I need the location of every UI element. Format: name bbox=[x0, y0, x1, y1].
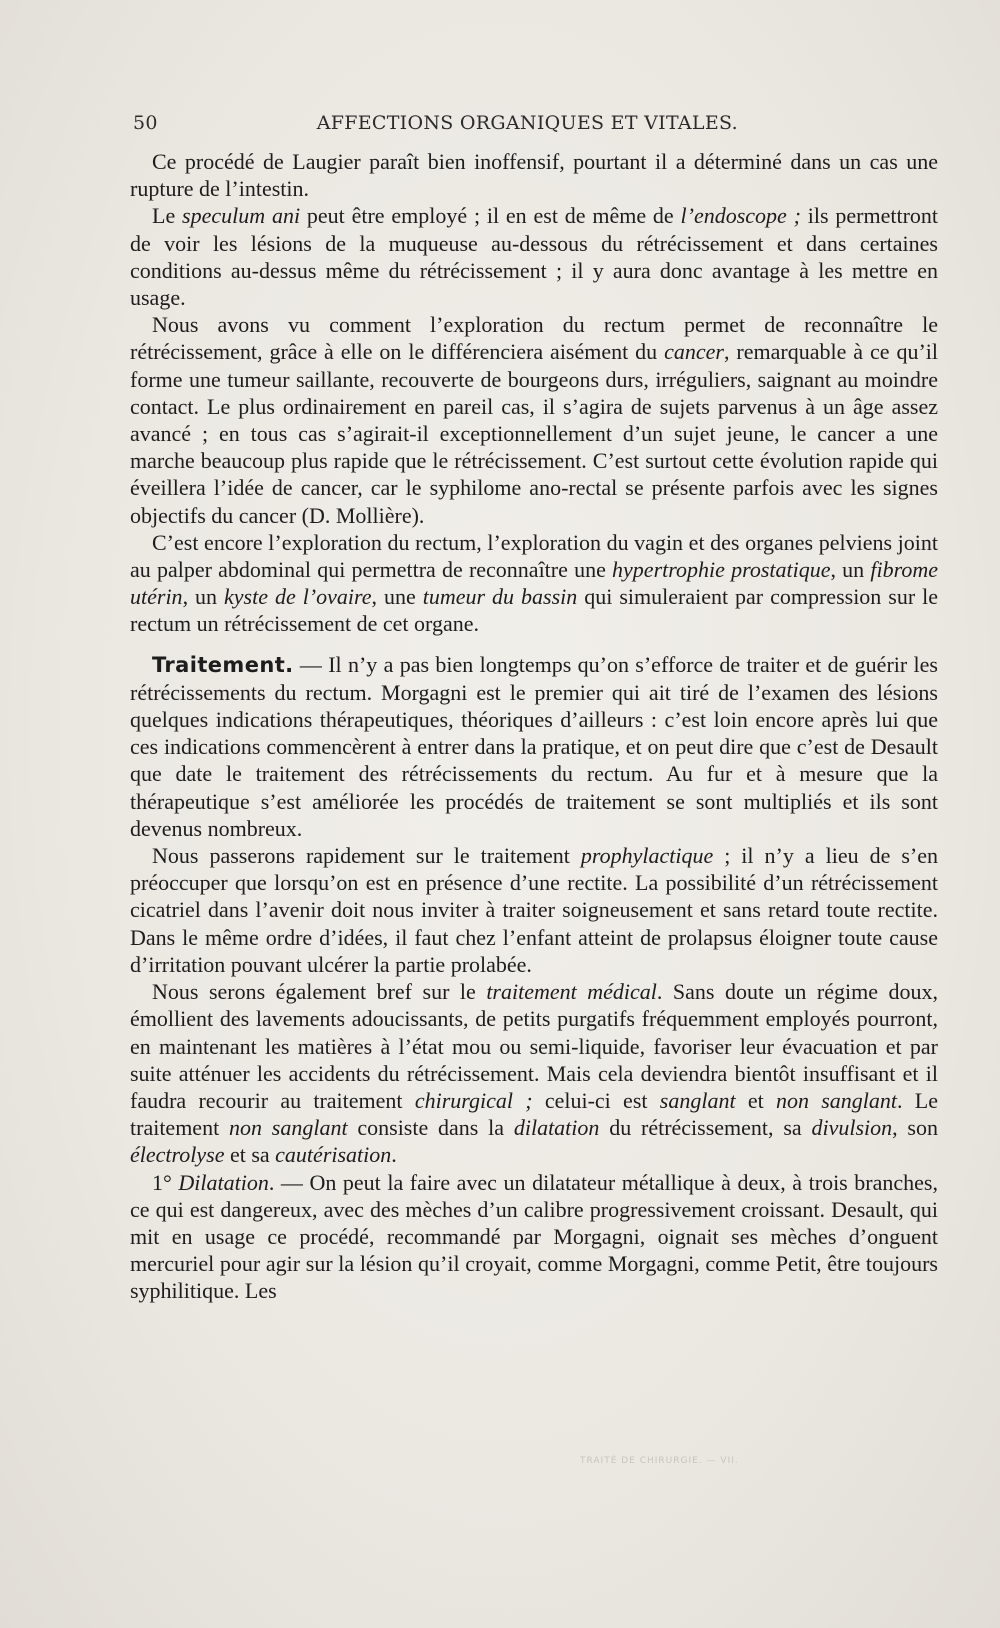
italic-term: non sanglant bbox=[228, 1115, 348, 1141]
signature-mark: TRAITÉ DE CHIRURGIE. — VII. bbox=[580, 1456, 739, 1466]
running-title: AFFECTIONS ORGANIQUES ET VITALES. bbox=[316, 112, 738, 134]
italic-term: électrolyse bbox=[130, 1142, 225, 1168]
paragraph bbox=[130, 148, 938, 202]
text-run: ; il n’y a lieu de s’en préoccuper que lorsqu’on est en présence d’une rectite. La possibilité d’un rétrécissement cicatriel dans l’avenir doit nous inviter à traiter soigneusement et sans retard toute rectite. Dans le même ordre d’idées, il faut chez l’enfant atteint de prolapsus éloigner toute cause d’irritation pouvant ulcérer la partie prolabée. bbox=[130, 843, 938, 977]
text-run: C’est encore l’exploration du rectum, l’exploration du vagin et des organes pelviens joint au palper abdominal qui permettra de reconnaître une bbox=[130, 529, 938, 583]
text-run: ils permettront de voir les lésions de la muqueuse au-dessous du rétrécissement et dans certaines conditions au-dessus même du rétrécissement ; il y aura donc avantage à les mettre en usage. bbox=[130, 203, 939, 311]
text-run: celui-ci est bbox=[532, 1087, 660, 1113]
italic-term: tumeur du bassin bbox=[422, 584, 578, 610]
text-run: . — On peut la faire avec un dilatateur métallique à deux, à trois branches, ce qui est dangereux, avec des mèches d’un calibre progressivement croissant. Desault, qui mit en usage ce procédé, recommandé par Morgagni, oignait ses mèches d’onguent mercuriel pour agir sur la lésion qu’il croyait, comme Morgagni, comme Petit, être toujours syphilitique. Les bbox=[130, 1169, 938, 1304]
text-run: 1° bbox=[152, 1169, 179, 1195]
italic-term: prophylactique bbox=[580, 843, 714, 869]
italic-term: kyste de l’ovaire bbox=[224, 584, 372, 610]
paragraph bbox=[130, 202, 938, 311]
italic-term: l’endoscope ; bbox=[680, 203, 801, 229]
section-paragraph-traitement bbox=[130, 651, 938, 842]
italic-term: divulsion bbox=[811, 1115, 893, 1141]
italic-term: hypertrophie prostatique bbox=[612, 557, 831, 583]
text-run: consiste dans la bbox=[347, 1115, 514, 1141]
text-run: peut être employé ; il en est de même de bbox=[300, 203, 681, 229]
text-run: , un bbox=[182, 584, 225, 610]
italic-term: non sanglant bbox=[775, 1087, 898, 1113]
text-run: Nous avons vu comment l’exploration du rectum permet de reconnaître le rétrécissement, grâce à elle on le différenciera aisément du bbox=[130, 312, 938, 365]
text-run: et sa bbox=[224, 1142, 276, 1168]
italic-term: cautérisation bbox=[275, 1142, 392, 1168]
text-run: et bbox=[735, 1087, 776, 1113]
section-heading: Traitement. bbox=[152, 652, 294, 677]
text-run: Nous serons également bref sur le bbox=[152, 979, 487, 1005]
text-run: Le bbox=[152, 203, 183, 229]
text-run: , une bbox=[371, 584, 423, 610]
text-run: . Sans doute un régime doux, émollient des lavements adoucissants, de petits purgatifs fréquemment employés pourront, en maintenant les matières à l’état mou ou semi-liquide, favoriser leur évacuation et par suite atténuer les accidents du rétrécissement. Mais cela deviendra bientôt insuffisant et il faudra recourir au traitement bbox=[130, 979, 938, 1113]
text-run: — Il n’y a pas bien longtemps qu’on s’efforce de traiter et de guérir les rétrécissements du rectum. Morgagni est le premier qui ait tiré de l’examen des lésions quelques indications thérapeutiques, théoriques d’ailleurs : c’est loin encore après lui que ces indications commencèrent à entrer dans la pratique, et on peut dire que c’est de Desault que date le traitement des rétrécissements du rectum. Au fur et à mesure que la thérapeutique s’est améliorée les procédés de traitement se sont multipliés et ils sont devenus nombreux. bbox=[130, 651, 938, 841]
text-run: , son bbox=[892, 1115, 938, 1141]
paragraph bbox=[130, 529, 938, 638]
text-run: du rétrécissement, sa bbox=[599, 1115, 812, 1141]
italic-term: dilatation bbox=[513, 1115, 600, 1141]
paragraph bbox=[130, 311, 938, 529]
text-run: , remarquable à ce qu’il forme une tumeur saillante, recouverte de bourgeons durs, irréguliers, saignant au moindre contact. Le plus ordinairement en pareil cas, il s’agira de sujets parvenus à un âge assez avancé ; en tous cas s’agirait-il exceptionnellement d’un sujet jeune, le cancer a une marche beaucoup plus rapide que le rétrécissement. C’est surtout cette évolution rapide qui éveillera l’idée de cancer, car le syphilome ano-rectal se présente parfois avec les signes objectifs du cancer (D. Mollière). bbox=[130, 339, 939, 528]
body-text bbox=[130, 148, 938, 1305]
text-run: Nous passerons rapidement sur le traitement bbox=[152, 843, 581, 869]
italic-term: chirurgical ; bbox=[414, 1087, 533, 1113]
italic-term: sanglant bbox=[659, 1087, 736, 1113]
paragraph bbox=[130, 1169, 938, 1305]
italic-term: traitement médical bbox=[486, 979, 657, 1005]
text-run: qui simuleraient par compression sur le rectum un rétrécissement de cet organe. bbox=[130, 584, 939, 637]
text-run: Ce procédé de Laugier paraît bien inoffensif, pourtant il a déterminé dans un cas une rupture de l’intestin. bbox=[130, 149, 938, 202]
paragraph bbox=[130, 842, 938, 978]
page-number: 50 bbox=[133, 112, 158, 134]
italic-term: fibrome utérin bbox=[130, 557, 939, 610]
text-run: , un bbox=[830, 557, 871, 583]
paragraph bbox=[130, 978, 938, 1168]
italic-term: cancer bbox=[664, 339, 724, 365]
italic-term: speculum ani bbox=[182, 203, 301, 229]
text-run: . Le traitement bbox=[130, 1087, 938, 1141]
italic-term: Dilatation bbox=[178, 1169, 269, 1195]
text-run: . bbox=[391, 1142, 397, 1168]
